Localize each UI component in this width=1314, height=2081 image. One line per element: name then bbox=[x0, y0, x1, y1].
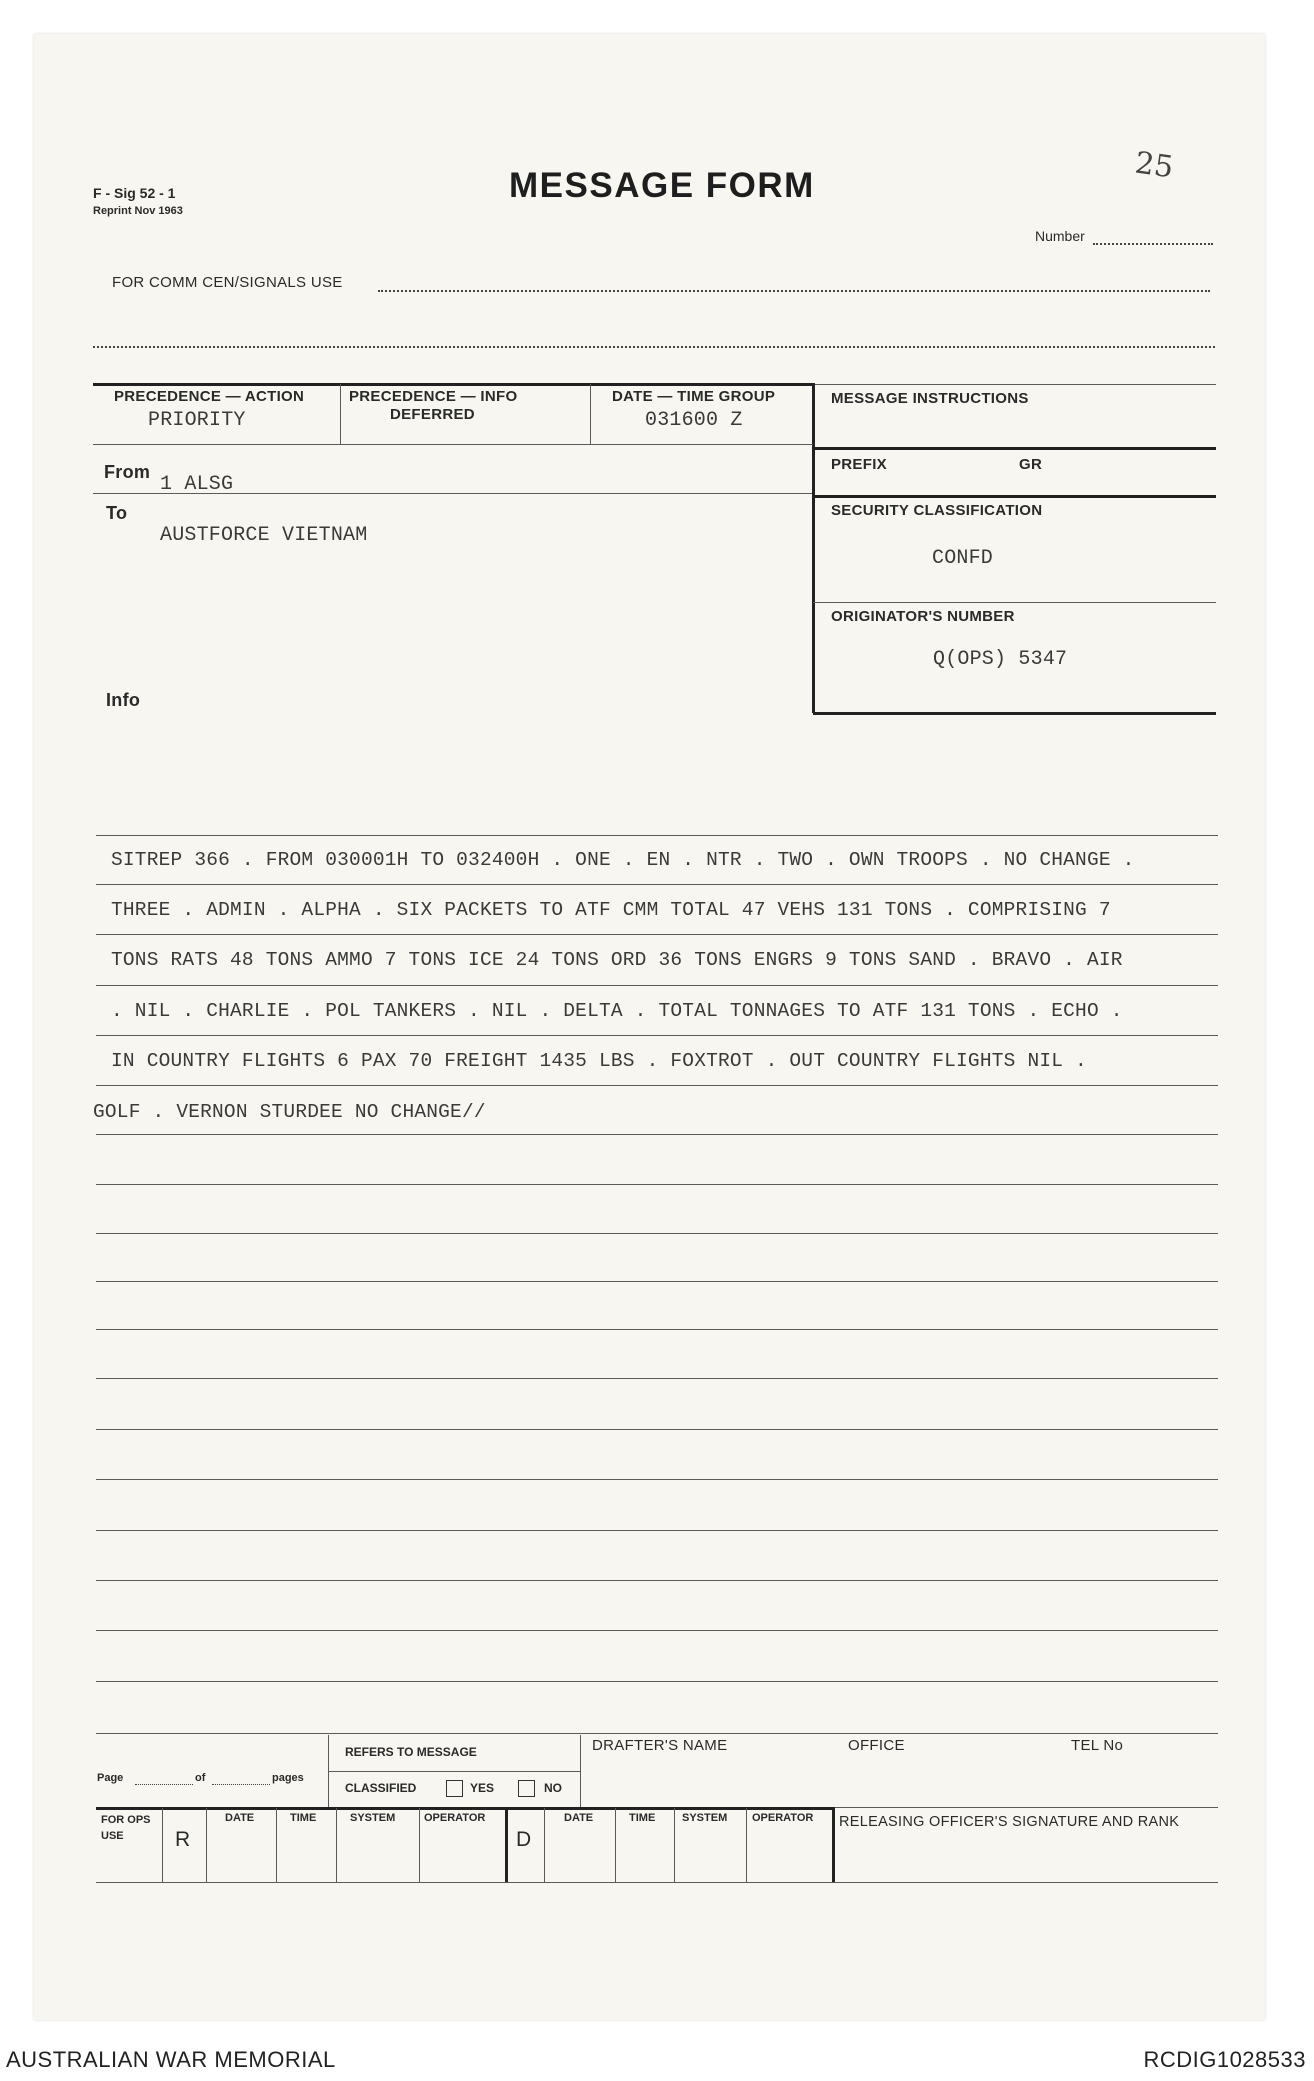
message-form-sheet bbox=[34, 34, 1265, 2020]
r-system-label: SYSTEM bbox=[350, 1812, 396, 1824]
ruled-line bbox=[96, 1184, 1218, 1185]
pages-label: pages bbox=[272, 1772, 304, 1784]
originator-bottom-rule bbox=[813, 712, 1216, 715]
ruled-line bbox=[96, 1733, 1218, 1734]
ops-col-rule-thick bbox=[505, 1807, 508, 1882]
classified-label: CLASSIFIED bbox=[345, 1781, 417, 1795]
precedence-action-value: PRIORITY bbox=[148, 409, 246, 432]
security-classification-value: CONFD bbox=[932, 547, 994, 570]
ruled-line bbox=[96, 1530, 1218, 1531]
ops-col-rule bbox=[336, 1808, 337, 1882]
comm-cen-line-2 bbox=[93, 346, 1215, 348]
message-line-4: . NIL . CHARLIE . POL TANKERS . NIL . DELTA . TOTAL TONNAGES TO ATF 131 TONS . ECHO . bbox=[111, 1000, 1123, 1022]
info-label: Info bbox=[106, 690, 141, 710]
ops-table-top-rule-right bbox=[833, 1807, 1218, 1808]
page-total-line bbox=[212, 1784, 270, 1785]
ruled-line bbox=[96, 1281, 1218, 1282]
instructions-bottom-rule bbox=[813, 447, 1216, 450]
message-line-5: IN COUNTRY FLIGHTS 6 PAX 70 FREIGHT 1435 LBS . FOXTROT . OUT COUNTRY FLIGHTS NIL . bbox=[111, 1050, 1087, 1072]
ruled-line bbox=[96, 1233, 1218, 1234]
ruled-line bbox=[96, 1479, 1218, 1480]
form-code: F - Sig 52 - 1 bbox=[93, 185, 176, 201]
dtg-value: 031600 Z bbox=[645, 409, 743, 432]
message-line-6: GOLF . VERNON STURDEE NO CHANGE// bbox=[93, 1101, 486, 1123]
header-divider-1 bbox=[340, 384, 341, 444]
form-title: MESSAGE FORM bbox=[509, 166, 815, 205]
message-instructions-label: MESSAGE INSTRUCTIONS bbox=[831, 390, 1029, 407]
ruled-line bbox=[96, 1681, 1218, 1682]
ruled-line bbox=[96, 1630, 1218, 1631]
from-value: 1 ALSG bbox=[160, 473, 234, 496]
tel-no-label: TEL No bbox=[1071, 1737, 1124, 1754]
ops-col-rule bbox=[276, 1808, 277, 1882]
d-operator-label: OPERATOR bbox=[752, 1812, 814, 1824]
r-operator-label: OPERATOR bbox=[424, 1812, 486, 1824]
classified-no-label: NO bbox=[544, 1781, 562, 1795]
ops-col-rule bbox=[162, 1808, 163, 1882]
ops-col-rule bbox=[544, 1808, 545, 1882]
header-bottom-rule bbox=[93, 444, 813, 445]
to-label: To bbox=[106, 503, 128, 523]
archive-footer-right: RCDIG1028533 bbox=[1143, 2047, 1306, 2072]
ops-col-rule bbox=[746, 1808, 747, 1882]
originator-number-label: ORIGINATOR'S NUMBER bbox=[831, 608, 1015, 625]
refers-box-mid-rule bbox=[328, 1771, 580, 1772]
from-label: From bbox=[104, 462, 151, 482]
r-time-label: TIME bbox=[290, 1812, 317, 1824]
ops-col-rule-thick bbox=[832, 1807, 835, 1882]
ruled-line bbox=[96, 934, 1218, 935]
of-label: of bbox=[195, 1772, 206, 1784]
page-number-line bbox=[135, 1784, 193, 1785]
number-field-line bbox=[1093, 243, 1213, 245]
r-label: R bbox=[175, 1828, 191, 1851]
drafters-name-label: DRAFTER'S NAME bbox=[592, 1737, 728, 1754]
ops-table-bottom-rule bbox=[96, 1882, 1218, 1883]
security-classification-label: SECURITY CLASSIFICATION bbox=[831, 502, 1043, 519]
classified-yes-checkbox[interactable] bbox=[446, 1780, 463, 1797]
message-line-1: SITREP 366 . FROM 030001H TO 032400H . ONE . EN . NTR . TWO . OWN TROOPS . NO CHANGE . bbox=[111, 849, 1135, 871]
d-date-label: DATE bbox=[564, 1812, 594, 1824]
dtg-label: DATE — TIME GROUP bbox=[612, 388, 776, 405]
classified-yes-label: YES bbox=[470, 1781, 495, 1795]
header-divider-2 bbox=[590, 384, 591, 444]
precedence-action-label: PRECEDENCE — ACTION bbox=[114, 388, 305, 405]
archive-footer-left: AUSTRALIAN WAR MEMORIAL bbox=[6, 2047, 336, 2072]
message-line-3: TONS RATS 48 TONS AMMO 7 TONS ICE 24 TONS ORD 36 TONS ENGRS 9 TONS SAND . BRAVO . AIR bbox=[111, 949, 1123, 971]
handwritten-folio-number: 25 bbox=[1132, 145, 1176, 186]
comm-cen-label: FOR COMM CEN/SIGNALS USE bbox=[112, 274, 343, 291]
releasing-officer-label: RELEASING OFFICER'S SIGNATURE AND RANK bbox=[839, 1814, 1180, 1830]
prefix-bottom-rule bbox=[813, 495, 1216, 498]
ruled-line bbox=[96, 1085, 1218, 1086]
refers-to-message-label: REFERS TO MESSAGE bbox=[345, 1745, 477, 1759]
message-line-2: THREE . ADMIN . ALPHA . SIX PACKETS TO ATF CMM TOTAL 47 VEHS 131 TONS . COMPRISING 7 bbox=[111, 899, 1111, 921]
right-panel-left-rule bbox=[812, 383, 815, 713]
ruled-line bbox=[96, 1329, 1218, 1330]
ruled-line bbox=[96, 1580, 1218, 1581]
gr-label: GR bbox=[1019, 456, 1043, 473]
header-top-rule bbox=[93, 383, 813, 386]
refers-box-right-rule bbox=[580, 1735, 581, 1807]
ops-col-rule bbox=[206, 1808, 207, 1882]
d-label: D bbox=[516, 1828, 532, 1851]
ops-col-rule bbox=[615, 1808, 616, 1882]
ruled-line bbox=[96, 1378, 1218, 1379]
for-ops-use-label: FOR OPS USE bbox=[101, 1814, 151, 1842]
d-time-label: TIME bbox=[629, 1812, 656, 1824]
ruled-line bbox=[96, 985, 1218, 986]
ruled-line bbox=[96, 1035, 1218, 1036]
security-bottom-rule bbox=[813, 602, 1216, 603]
page-label: Page bbox=[97, 1772, 124, 1784]
prefix-label: PREFIX bbox=[831, 456, 887, 473]
comm-cen-line-1 bbox=[378, 290, 1210, 292]
r-date-label: DATE bbox=[225, 1812, 255, 1824]
number-label: Number bbox=[1035, 228, 1085, 244]
ops-col-rule bbox=[419, 1808, 420, 1882]
ruled-line bbox=[96, 884, 1218, 885]
ruled-line bbox=[96, 1429, 1218, 1430]
to-value: AUSTFORCE VIETNAM bbox=[160, 524, 368, 547]
precedence-info-label: PRECEDENCE — INFO bbox=[349, 388, 518, 405]
office-label: OFFICE bbox=[848, 1737, 905, 1754]
d-system-label: SYSTEM bbox=[682, 1812, 728, 1824]
classified-no-checkbox[interactable] bbox=[518, 1780, 535, 1797]
precedence-info-value: DEFERRED bbox=[390, 406, 475, 423]
form-reprint: Reprint Nov 1963 bbox=[93, 205, 183, 217]
header-top-rule-right bbox=[813, 384, 1216, 385]
originator-number-value: Q(OPS) 5347 bbox=[933, 648, 1068, 671]
ruled-line bbox=[96, 835, 1218, 836]
ruled-line bbox=[96, 1134, 1218, 1135]
ops-col-rule bbox=[674, 1808, 675, 1882]
